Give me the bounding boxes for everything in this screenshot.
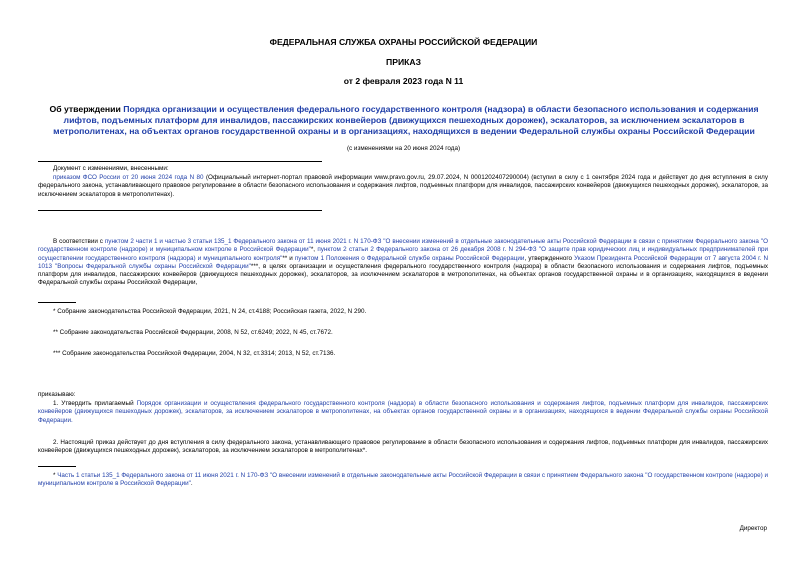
- footnote: * Собрание законодательства Российской Федерации, 2021, N 24, ст.4188; Российская газета, 2022, N 290.: [53, 308, 367, 315]
- footnote-divider: [38, 466, 76, 467]
- preamble-text: , утвержденного: [524, 254, 575, 262]
- order-item-link[interactable]: Порядок организации и осуществления федерального государственного контроля (надзора) в области безопасного использования и содержания лифтов, подъемных платформ для инвалидов, пассажирских конвейеров (движущихся пешеходных дорожек), эскалаторов, за исключением эскалаторов в метрополитенах, на объектах органов государственной охраны и в организациях, находящихся в ведении Федеральной службы охраны Российской Федерации.: [38, 400, 769, 424]
- edition-note: (с изменениями на 20 июня 2024 года): [346, 145, 461, 152]
- preamble-link[interactable]: пунктом 2 части 1 и частью 3 статьи 135_1 Федерального закона от 11 июня 2021 г. N 170-ФЗ "О внесении изменений в отдельные законодательные акты Российской Федерации в связи с принятием Федерального закона "О государственном контроле (надзоре) и муниципальном контроле в Российской Федерации": [38, 238, 768, 254]
- doc-type: ПРИКАЗ: [386, 57, 421, 67]
- changes-body: [38, 174, 768, 199]
- preamble-link[interactable]: Указом Президента Российской Федерации от 7 августа 2004 г. N 1013 "Вопросы Федеральной службы охраны Российской Федерации": [38, 254, 768, 270]
- preamble-text: *,: [310, 246, 318, 254]
- org-name: ФЕДЕРАЛЬНАЯ СЛУЖБА ОХРАНЫ РОССИЙСКОЙ ФЕДЕРАЦИИ: [269, 37, 538, 47]
- preamble: [38, 238, 768, 288]
- title-link[interactable]: Порядка организации и осуществления федерального государственного контроля (надзора) в области безопасного использования и содержания лифтов, подъемных платформ для инвалидов, пассажирских конвейеров (движущихся пешеходных дорожек), эскалаторов, за исключением эскалаторов в метрополитенах, на объектах органов государственной охраны и в организациях, находящихся в ведении Федеральной службы охраны Российской Федерации: [53, 104, 759, 136]
- preamble-link[interactable]: пунктом 1 Положения о Федеральной службе охраны Российской Федерации: [294, 254, 525, 262]
- footnote-divider: [38, 302, 76, 303]
- changes-text: (Официальный интернет-портал правовой информации www.pravo.gov.ru, 29.07.2024, N 0001202407290004) (вступил в силу с 1 сентября 2024 года и действует до дня вступления в силу федерального закона, устанавливающего правовое регулирование в области безопасного использования и содержания лифтов, подъемных платформ для инвалидов, пассажирских конвейеров (движущихся пешеходных дорожек), эскалаторов, за исключением эскалаторов в метрополитенах).: [38, 174, 768, 198]
- preamble-link[interactable]: пунктом 2 статьи 2 Федерального закона от 26 декабря 2008 г. N 294-ФЗ "О защите прав юридических лиц и индивидуальных предпринимателей при осуществлении государственного контроля (надзора) и муниципального контроля": [38, 246, 769, 262]
- divider: [38, 210, 322, 211]
- footnote: ** Собрание законодательства Российской Федерации, 2008, N 52, ст.6249; 2022, N 45, ст.7672.: [53, 329, 333, 336]
- preamble-text: ** и: [282, 254, 295, 262]
- changes-label: Документ с изменениями, внесенными:: [53, 165, 169, 172]
- order-item-2: 2. Настоящий приказ действует до дня вступления в силу федерального закона, устанавливающего правовое регулирование в области безопасного использования и содержания лифтов, подъемных платформ для инвалидов, пассажирских конвейеров (движущихся пешеходных дорожек), эскалаторов, за исключением эскалаторов в метрополитенах*.: [38, 439, 768, 455]
- order-item-1: [38, 400, 768, 425]
- footnote-text: *: [53, 472, 58, 479]
- doc-title: [38, 104, 770, 136]
- footnote: *** Собрание законодательства Российской Федерации, 2004, N 32, ст.3314; 2013, N 52, ст.7136.: [53, 350, 336, 357]
- signature-title: Директор: [739, 525, 767, 532]
- footnote-link[interactable]: Часть 1 статьи 135_1 Федерального закона от 11 июня 2021 г. N 170-ФЗ "О внесении изменений в отдельные законодательные акты Российской Федерации в связи с принятием Федерального закона "О государственном контроле (надзоре) и муниципальном контроле в Российской Федерации": [38, 472, 768, 488]
- title-prefix: Об утверждении: [49, 104, 124, 114]
- changes-link[interactable]: приказом ФСО России от 20 июня 2024 года N 80: [53, 174, 204, 181]
- footnote-2: [38, 472, 768, 489]
- doc-date-number: от 2 февраля 2023 года N 11: [343, 76, 464, 86]
- preamble-text: ***, в целях организации и осуществления федерального государственного контроля (надзора) в области безопасного использования и содержания лифтов, подъемных платформ для инвалидов, пассажирских конвейеров (движущихся пешеходных дорожек), эскалаторов, за исключением эскалаторов в метрополитенах, на объектах органов государственной охраны и в организациях, находящихся в ведении Федеральной службы охраны Российской Федерации,: [38, 262, 768, 287]
- footnote-text: .: [190, 480, 193, 488]
- divider: [38, 161, 322, 162]
- preamble-text: В соответствии с: [53, 238, 105, 245]
- order-item-text: 1. Утвердить прилагаемый: [53, 400, 137, 407]
- order-verb: приказываю:: [38, 391, 76, 398]
